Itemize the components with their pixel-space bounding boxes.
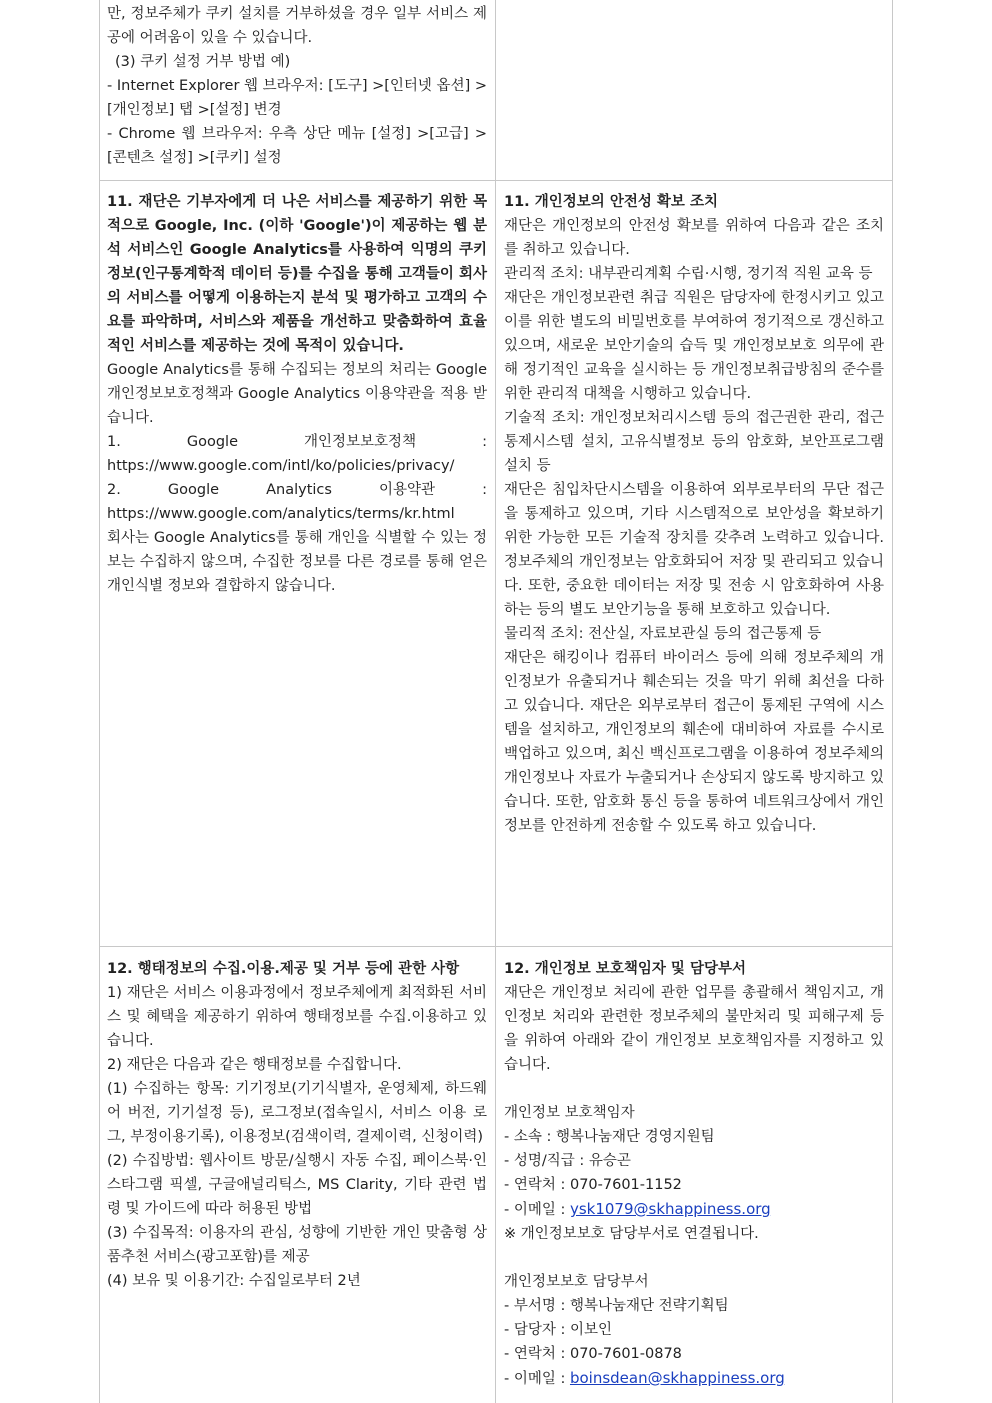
officer-line: - 소속 : 행복나눔재단 경영지원팀 <box>504 1129 715 1145</box>
spacer <box>504 1246 884 1270</box>
row-divider-1 <box>99 180 893 181</box>
privacy-policy-url[interactable]: https://www.google.com/intl/ko/policies/privacy/ <box>107 458 455 474</box>
ga-identification-text: 회사는 Google Analytics를 통해 개인을 식별할 수 있는 정보는 수집하지 않으며, 수집한 정보를 다른 경로를 통해 얻은 개인식별 정보와 결합하지 않습니다. <box>107 530 487 594</box>
table-border-middle <box>495 0 496 1403</box>
security-measures-cell <box>504 190 884 838</box>
terms-url[interactable]: https://www.google.com/analytics/terms/kr.html <box>107 506 455 522</box>
chrome-instructions: - Chrome 웹 브라우저: 우측 상단 메뉴 [설정] >[고급] >[콘텐츠 설정] >[쿠키] 설정 <box>107 126 487 166</box>
security-paragraph: 재단은 개인정보관련 취급 직원은 담당자에 한정시키고 있고 이를 위한 별도의 비밀번호를 부여하여 정기적으로 갱신하고 있으며, 새로운 보안기술의 습득 및 개인정보보호 의무에 관해 정기적인 교육을 실시하는 등 개인정보취급방침의 준수를 위한 관리적 대책을 시행하고 있습니다. <box>504 290 884 402</box>
dept-title: 개인정보보호 담당부서 <box>504 1274 649 1290</box>
officer-intro: 재단은 개인정보 처리에 관한 업무를 총괄해서 책임지고, 개인정보 처리와 관련한 정보주체의 불만처리 및 피해구제 등을 위하여 아래와 같이 개인정보 보호책임자를 지정하고 있습니다. <box>504 985 884 1073</box>
terms-label: 2. Google Analytics 이용약관 : <box>107 482 487 498</box>
ga-policy-text: Google Analytics를 통해 수집되는 정보의 처리는 Google 개인정보보호정책과 Google Analytics 이용약관을 적용 받습니다. <box>107 362 487 426</box>
privacy-policy-label: 1. Google 개인정보보호정책 : <box>107 434 487 450</box>
dept-email-label: - 이메일 : <box>504 1371 566 1387</box>
ie-instructions: - Internet Explorer 웹 브라우저: [도구] >[인터넷 옵션] >[개인정보] 탭 >[설정] 변경 <box>107 78 487 118</box>
officer-email-label: - 이메일 : <box>504 1202 566 1218</box>
behavior-paragraph: 2) 재단은 다음과 같은 행태정보를 수집합니다. <box>107 1057 402 1073</box>
security-paragraph: 물리적 조치: 전산실, 자료보관실 등의 접근통제 등 <box>504 626 822 642</box>
security-paragraph: 기술적 조치: 개인정보처리시스템 등의 접근권한 관리, 접근통제시스템 설치, 고유식별정보 등의 암호화, 보안프로그램 설치 등 <box>504 410 884 474</box>
officer-line: - 연락처 : 070-7601-1152 <box>504 1177 682 1193</box>
behavior-info-cell <box>107 957 487 1293</box>
behavior-paragraph: (1) 수집하는 항목: 기기정보(기기식별자, 운영체제, 하드웨어 버전, 기기설정 등), 로그정보(접속일시, 서비스 이용 로그, 부정이용기록), 이용정보(검색이력, 결제이력, 신청이력) <box>107 1081 487 1145</box>
officer-line: - 성명/직급 : 유승곤 <box>504 1153 631 1169</box>
google-analytics-cell <box>107 190 487 598</box>
dept-note: ※ 개인정보보호 담당부서로 연결됩니다. <box>504 1226 759 1242</box>
section-11-left-heading: 11. 재단은 기부자에게 더 나은 서비스를 제공하기 위한 목적으로 Google, Inc. (이하 'Google')이 제공하는 웹 분석 서비스인 Google Analytics를 사용하여 익명의 쿠키정보(인구통계학적 데이터 등)를 수집을 통해 고객들이 회사의 서비스를 어떻게 이용하는지 분석 및 평가하고 고객의 수요를 파악하며, 서비스와 제품을 개선하고 맞춤화하여 효율적인 서비스를 제공하는 것에 목적이 있습니다. <box>107 194 487 354</box>
section-12-left-heading: 12. 행태정보의 수집.이용.제공 및 거부 등에 관한 사항 <box>107 961 460 977</box>
behavior-paragraph: (4) 보유 및 이용기간: 수집일로부터 2년 <box>107 1273 361 1289</box>
security-paragraph: 재단은 해킹이나 컴퓨터 바이러스 등에 의해 정보주체의 개인정보가 유출되거나 훼손되는 것을 막기 위해 최선을 다하고 있습니다. 재단은 외부로부터 접근이 통제된 구역에 시스템을 설치하고, 개인정보의 훼손에 대비하여 자료를 수시로 백업하고 있으며, 최신 백신프로그램을 이용하여 정보주체의 개인정보나 자료가 누출되거나 손상되지 않도록 방지하고 있습니다. 또한, 암호화 통신 등을 통하여 네트워크상에서 개인정보를 안전하게 전송할 수 있도록 하고 있습니다. <box>504 650 884 834</box>
officer-email-line <box>504 1197 884 1222</box>
dept-line: - 연락처 : 070-7601-0878 <box>504 1346 682 1362</box>
security-paragraph: 관리적 조치: 내부관리계획 수립·시행, 정기적 직원 교육 등 <box>504 266 873 282</box>
privacy-officer-cell <box>504 957 884 1391</box>
behavior-paragraph: 1) 재단은 서비스 이용과정에서 정보주체에게 최적화된 서비스 및 혜택을 제공하기 위하여 행태정보를 수집.이용하고 있습니다. <box>107 985 487 1049</box>
security-paragraph: 재단은 개인정보의 안전성 확보를 위하여 다음과 같은 조치를 취하고 있습니다. <box>504 218 884 258</box>
section-11-right-heading: 11. 개인정보의 안전성 확보 조치 <box>504 194 718 210</box>
behavior-paragraph: (3) 수집목적: 이용자의 관심, 성향에 기반한 개인 맞춤형 상품추천 서비스(광고포함)를 제공 <box>107 1225 487 1265</box>
cookie-text: 만, 정보주체가 쿠키 설치를 거부하셨을 경우 일부 서비스 제공에 어려움이 있을 수 있습니다. <box>107 6 487 46</box>
cookie-refusal-cell <box>107 2 487 170</box>
dept-line: - 담당자 : 이보인 <box>504 1322 612 1338</box>
dept-email-line <box>504 1366 884 1391</box>
table-border-right <box>892 0 893 1403</box>
officer-email-link[interactable]: ysk1079@skhappiness.org <box>569 1200 771 1218</box>
dept-email-link[interactable]: boinsdean@skhappiness.org <box>569 1369 785 1387</box>
dept-line: - 부서명 : 행복나눔재단 전략기획팀 <box>504 1298 729 1314</box>
officer-title: 개인정보 보호책임자 <box>504 1105 635 1121</box>
spacer <box>504 1077 884 1101</box>
cookie-refusal-title: (3) 쿠키 설정 거부 방법 예) <box>115 54 291 70</box>
table-border-left <box>99 0 100 1403</box>
behavior-paragraph: (2) 수집방법: 웹사이트 방문/실행시 자동 수집, 페이스북·인스타그램 픽셀, 구글애널리틱스, MS Clarity, 기타 관련 법령 및 가이드에 따라 허용된 방법 <box>107 1153 487 1217</box>
security-paragraph: 재단은 침입차단시스템을 이용하여 외부로부터의 무단 접근을 통제하고 있으며, 기타 시스템적으로 보안성을 확보하기 위한 가능한 모든 기술적 장치를 갖추려 노력하고 있습니다. 정보주체의 개인정보는 암호화되어 저장 및 관리되고 있습니다. 또한, 중요한 데이터는 저장 및 전송 시 암호화하여 사용하는 등의 별도 보안기능을 통해 보호하고 있습니다. <box>504 482 884 618</box>
section-12-right-heading: 12. 개인정보 보호책임자 및 담당부서 <box>504 961 746 977</box>
row-divider-2 <box>99 946 893 947</box>
document-page <box>99 0 893 1403</box>
